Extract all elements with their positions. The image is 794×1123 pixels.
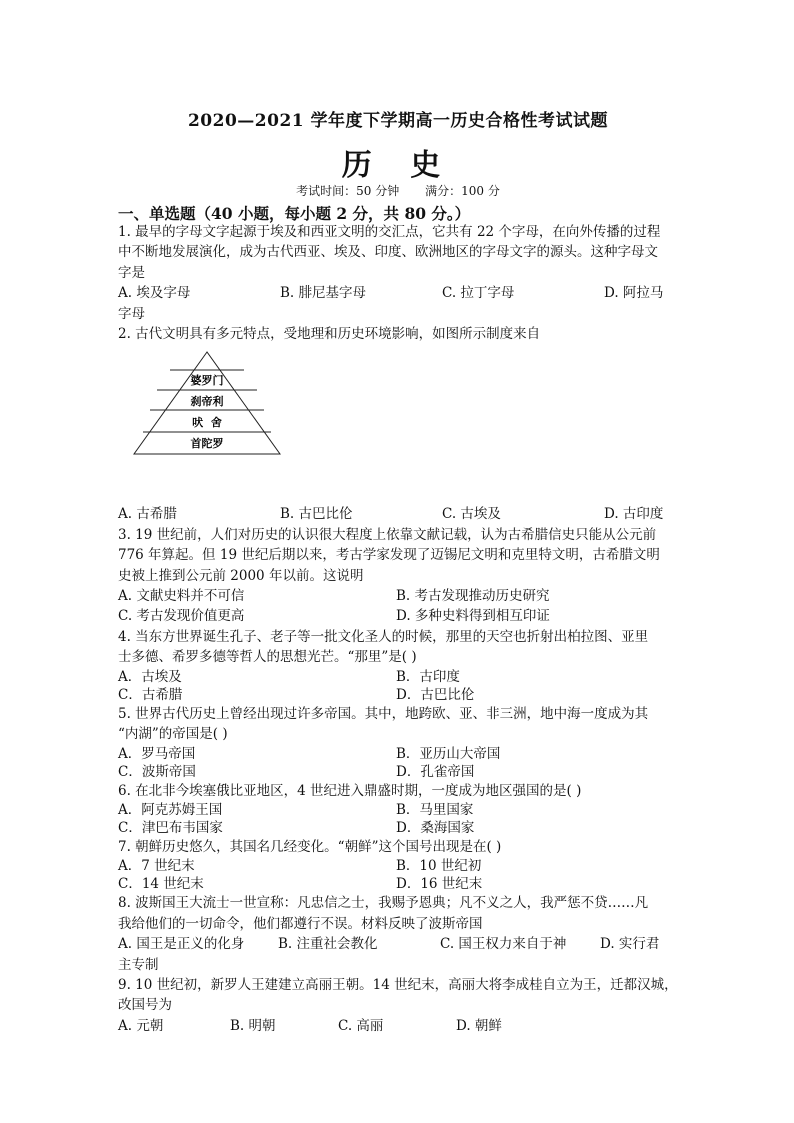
option-overflow: 字母 [118, 305, 145, 322]
options [118, 745, 678, 763]
question-line: 776 年算起。但 19 世纪后期以来，考古学家发现了迈锡尼文明和克里特文明，古希腊文明 [118, 547, 660, 564]
option-a: A. 埃及字母 [118, 285, 191, 302]
options [118, 686, 678, 704]
question-line: 3. 19 世纪前，人们对历史的认识很大程度上依靠文献记载，认为古希腊信史只能从公元前 [118, 526, 657, 543]
question-1 [118, 222, 678, 324]
option-d: D. 古印度 [604, 506, 664, 523]
questions [118, 222, 678, 1036]
options [118, 801, 678, 819]
option-a: A．7 世纪末 [118, 858, 195, 875]
question-2 [118, 324, 678, 525]
exam-title: 2020—2021 学年度下学期高一历史合格性考试试题 [187, 111, 609, 131]
question-line: 6. 在北非今埃塞俄比亚地区，4 世纪进入鼎盛时期，一度成为地区强国的是( ) [118, 782, 582, 799]
caste-pyramid-figure [118, 344, 678, 504]
option-c: C. 高丽 [338, 1017, 384, 1034]
option-b: B．亚历山大帝国 [396, 745, 501, 762]
option-c: C. 古埃及 [442, 506, 501, 523]
option-d: D．16 世纪末 [396, 876, 483, 893]
section-heading: 一、单选题（40 小题，每小题 2 分，共 80 分。） [118, 204, 471, 223]
question-line: 士多德、希罗多德等哲人的思想光芒。“那里”是( ) [118, 649, 417, 666]
exam-time: 考试时间：50 分钟 [296, 184, 400, 198]
options [118, 668, 678, 686]
option-overflow: 主专制 [118, 956, 159, 973]
option-c: C．14 世纪末 [118, 876, 204, 893]
question-line: 4. 当东方世界诞生孔子、老子等一批文化圣人的时候，那里的天空也折射出柏拉图、亚里 [118, 628, 649, 645]
question-8 [118, 893, 678, 975]
option-a: A．罗马帝国 [118, 745, 196, 762]
option-d: D. 阿拉马 [604, 285, 664, 302]
question-line: 8. 波斯国王大流士一世宣称：凡忠信之士，我赐予恩典；凡不义之人，我严惩不贷……凡 [118, 895, 649, 912]
options [118, 504, 678, 524]
option-d: D．孔雀帝国 [396, 763, 475, 780]
tier-label: 吠 舍 [192, 416, 222, 430]
option-d: D．桑海国家 [396, 819, 475, 836]
question-line: 中不断地发展演化，成为古代西亚、埃及、印度、欧洲地区的字母文字的源头。这种字母文 [118, 244, 658, 261]
options [118, 819, 678, 837]
options [118, 763, 678, 781]
option-b: B．10 世纪初 [396, 858, 482, 875]
question-line: 5. 世界古代历史上曾经出现过许多帝国。其中，地跨欧、亚、非三洲，地中海一度成为其 [118, 705, 649, 722]
options [118, 934, 678, 954]
option-c: C. 考古发现价值更高 [118, 608, 245, 625]
options [118, 586, 678, 606]
tier-label: 首陀罗 [190, 437, 224, 451]
question-7 [118, 837, 678, 893]
options [118, 1016, 678, 1036]
option-c: C．波斯帝国 [118, 763, 196, 780]
option-b: B. 明朝 [230, 1017, 276, 1034]
question-line: 1. 最早的字母文字起源于埃及和西亚文明的交汇点，它共有 22 个字母，在向外传播的过程 [118, 224, 661, 240]
question-6 [118, 781, 678, 837]
option-d: D. 实行君 [600, 936, 660, 953]
options [118, 606, 678, 626]
question-5 [118, 704, 678, 781]
option-c: C. 国王权力来自于神 [440, 936, 567, 953]
question-line: 2. 古代文明具有多元特点，受地理和历史环境影响，如图所示制度来自 [118, 326, 541, 343]
option-b: B. 腓尼基字母 [280, 285, 367, 302]
option-a: A. 古希腊 [118, 506, 177, 523]
option-a: A．阿克苏姆王国 [118, 801, 223, 818]
options [118, 857, 678, 875]
option-c: C. 拉丁字母 [442, 285, 515, 302]
option-d: D. 多种史料得到相互印证 [396, 608, 550, 625]
option-a: A. 文献史料并不可信 [118, 588, 245, 605]
question-line: 字是 [118, 264, 145, 281]
tier-label: 婆罗门 [190, 374, 224, 388]
tier-label: 刹帝利 [190, 395, 224, 409]
exam-score: 满分：100 分 [425, 184, 500, 198]
option-b: B. 古巴比伦 [280, 506, 353, 523]
question-4 [118, 627, 678, 704]
option-d: D．古巴比伦 [396, 686, 475, 703]
option-b: B．古印度 [396, 668, 460, 685]
option-b: B．马里国家 [396, 801, 474, 818]
options [118, 283, 678, 303]
subject-heading: 历 史 [341, 148, 455, 183]
option-d: D. 朝鲜 [456, 1017, 502, 1034]
option-c: C．古希腊 [118, 686, 183, 703]
options [118, 875, 678, 893]
pyramid-diagram [132, 350, 282, 460]
question-line: 史被上推到公元前 2000 年以前。这说明 [118, 567, 364, 584]
option-a: A. 元朝 [118, 1017, 164, 1034]
question-3 [118, 525, 678, 627]
question-line: 9. 10 世纪初，新罗人王建建立高丽王朝。14 世纪末，高丽大将李成桂自立为王，迁都汉城， [118, 976, 678, 993]
question-line: 7. 朝鲜历史悠久，其国名几经变化。“朝鲜”这个国号出现是在( ) [118, 838, 502, 855]
question-line: 我给他们的一切命令，他们都遵行不误。材料反映了波斯帝国 [118, 915, 483, 932]
exam-meta [118, 182, 678, 199]
question-9 [118, 975, 678, 1036]
option-b: B. 考古发现推动历史研究 [396, 588, 550, 605]
option-a: A．古埃及 [118, 668, 182, 685]
option-b: B. 注重社会教化 [278, 936, 378, 953]
option-a: A. 国王是正义的化身 [118, 936, 245, 953]
question-line: 改国号为 [118, 997, 172, 1014]
question-line: “内湖”的帝国是( ) [118, 726, 228, 743]
option-c: C．津巴布韦国家 [118, 819, 223, 836]
